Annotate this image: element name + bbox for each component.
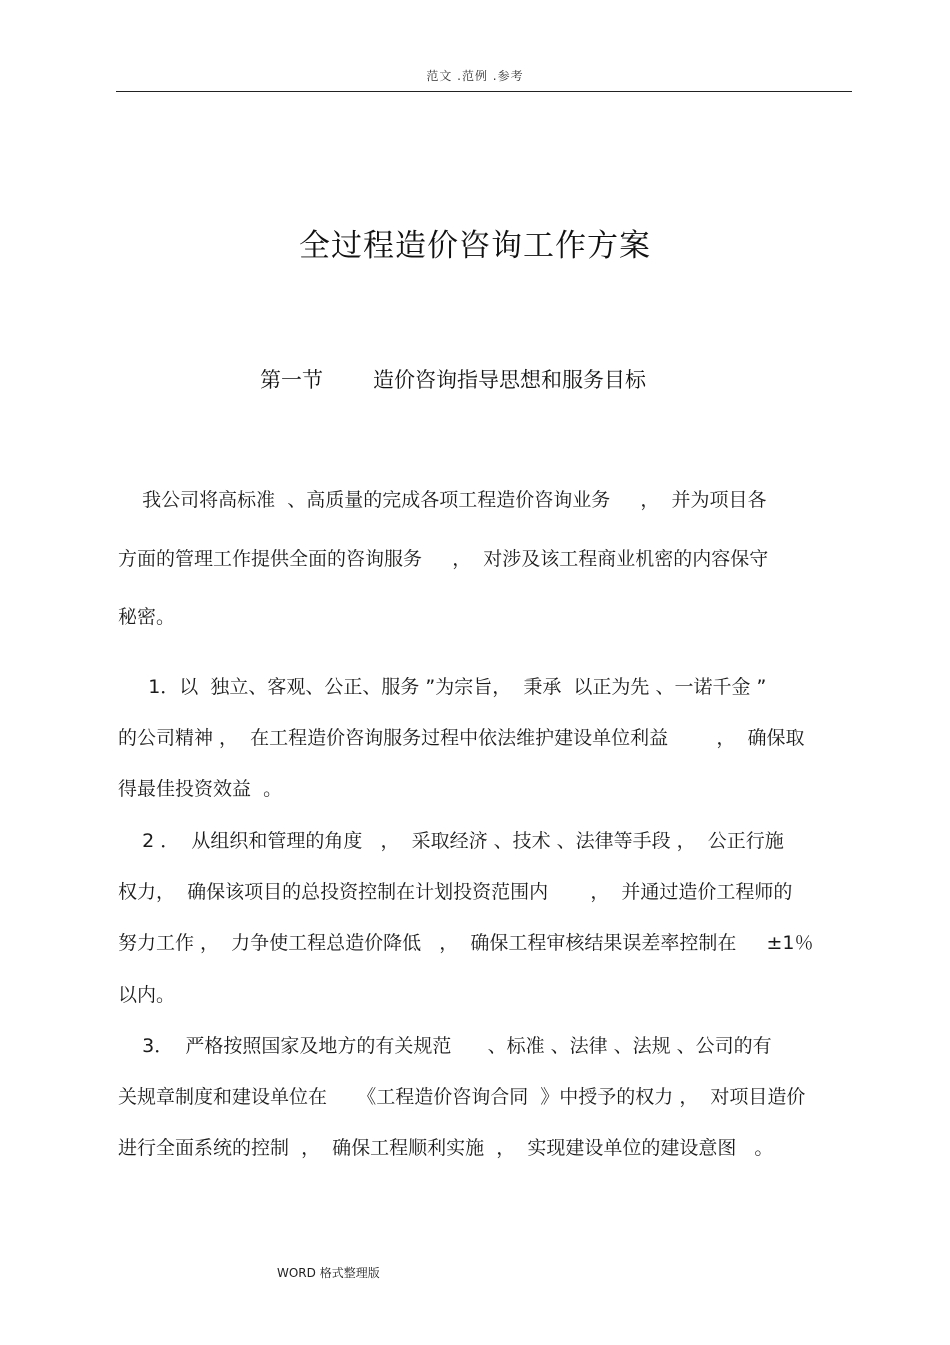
section-number: 第一节 bbox=[260, 368, 323, 392]
paragraph-line: 进行全面系统的控制 ， 确保工程顺利实施 ， 实现建设单位的建设意图 。 bbox=[118, 1137, 774, 1159]
paragraph-line: 权力， 确保该项目的总投资控制在计划投资范围内 ， 并通过造价工程师的 bbox=[118, 881, 793, 903]
section-heading bbox=[260, 364, 646, 394]
paragraph-line: 秘密。 bbox=[118, 606, 176, 628]
paragraph-line: 方面的管理工作提供全面的咨询服务 ， 对涉及该工程商业机密的内容保守 bbox=[118, 548, 769, 570]
paragraph-line: 我公司将高标准 、高质量的完成各项工程造价咨询业务 ， 并为项目各 bbox=[118, 489, 767, 511]
paragraph-line: 以内。 bbox=[118, 984, 176, 1006]
paragraph-line: 的公司精神 ， 在工程造价咨询服务过程中依法维护建设单位利益 ， 确保取 bbox=[118, 727, 805, 749]
paragraph-line: 努力工作 ， 力争使工程总造价降低 ， 确保工程审核结果误差率控制在 ±1％ bbox=[118, 932, 814, 954]
header-divider bbox=[116, 91, 852, 92]
paragraph-line: 3． 严格按照国家及地方的有关规范 、标准 、法律 、法规 、公司的有 bbox=[118, 1035, 772, 1057]
paragraph-line: 2 ． 从组织和管理的角度 ， 采取经济 、技术 、法律等手段 ， 公正行施 bbox=[118, 830, 784, 852]
paragraph-line: 1．以 独立、客观、公正、服务 ”为宗旨， 秉承 以正为先 、一诺千金 ” bbox=[118, 676, 767, 698]
page-header-text: 范文 .范例 .参考 bbox=[426, 69, 524, 83]
paragraph-line: 得最佳投资效益 。 bbox=[118, 778, 283, 800]
section-title: 造价咨询指导思想和服务目标 bbox=[373, 368, 646, 392]
page-footer-text: WORD 格式整理版 bbox=[277, 1266, 380, 1280]
document-title: 全过程造价咨询工作方案 bbox=[299, 228, 651, 264]
paragraph-line: 关规章制度和建设单位在 《工程造价咨询合同 》中授予的权力 ， 对项目造价 bbox=[118, 1086, 806, 1108]
